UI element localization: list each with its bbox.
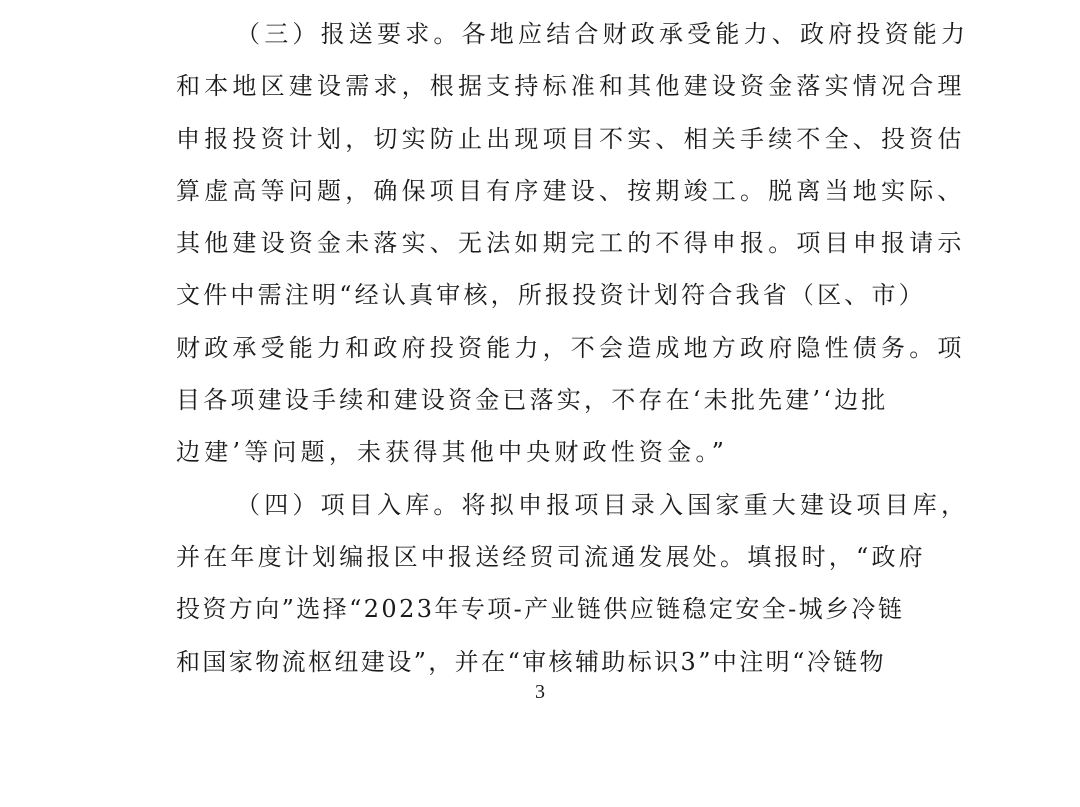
text-line: 并在年度计划编报区中报送经贸司流通发展处。填报时，“政府 bbox=[176, 542, 926, 571]
text-line: 算虚高等问题，确保项目有序建设、按期竣工。脱离当地实际、 bbox=[176, 176, 966, 205]
text-line: 财政承受能力和政府投资能力，不会造成地方政府隐性债务。项 bbox=[176, 333, 966, 362]
text-line: 其他建设资金未落实、无法如期完工的不得申报。项目申报请示 bbox=[176, 229, 966, 258]
paragraph-3-heading-line: （三）报送要求。各地应结合财政承受能力、政府投资能力 bbox=[236, 20, 970, 48]
paragraph-4-heading-line: （四）项目入库。将拟申报项目录入国家重大建设项目库， bbox=[236, 490, 970, 519]
body-text bbox=[176, 8, 970, 688]
text-line: 目各项建设手续和建设资金已落实，不存在‘未批先建’‘边批 bbox=[176, 386, 889, 415]
text-line: 边建’等问题，未获得其他中央财政性资金。” bbox=[176, 438, 729, 467]
text-line: 投资方向”选择“2023年专项-产业链供应链稳定安全-城乡冷链 bbox=[176, 595, 905, 624]
page-number: 3 bbox=[535, 681, 545, 703]
text-line: 文件中需注明“经认真审核，所报投资计划符合我省（区、市） bbox=[176, 281, 926, 310]
text-line: 申报投资计划，切实防止出现项目不实、相关手续不全、投资估 bbox=[176, 124, 966, 153]
text-line: 和本地区建设需求，根据支持标准和其他建设资金落实情况合理 bbox=[176, 72, 966, 101]
text-line: 和国家物流枢纽建设”，并在“审核辅助标识3”中注明“冷链物 bbox=[176, 647, 886, 676]
